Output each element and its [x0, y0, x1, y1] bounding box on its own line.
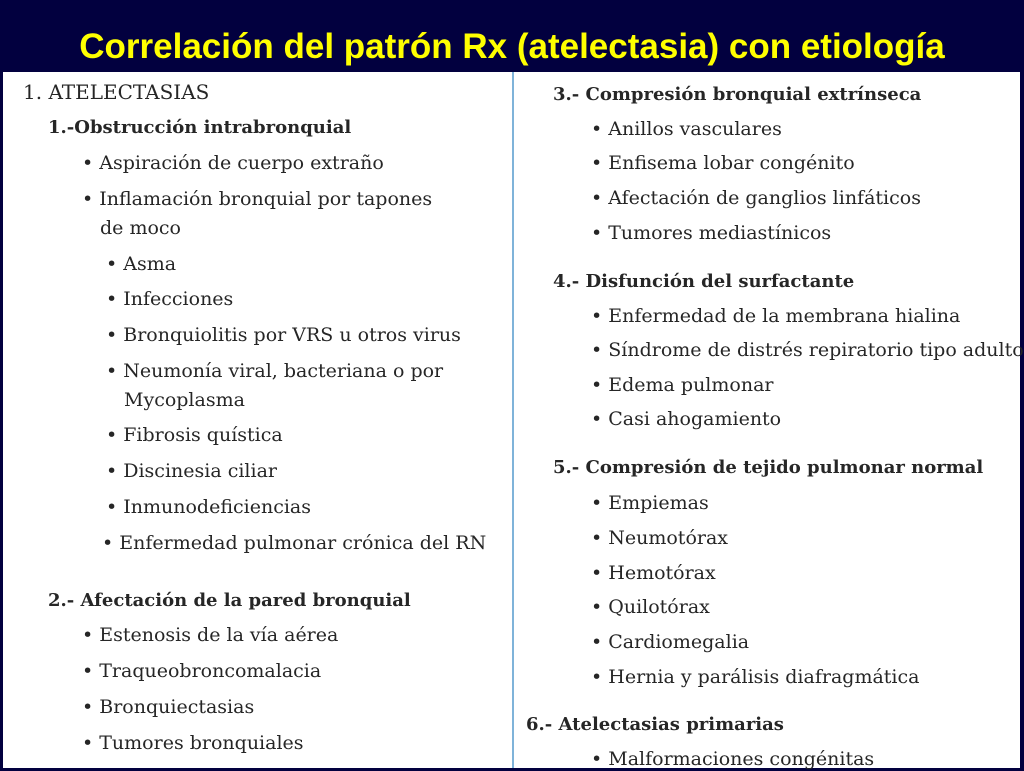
- list-item: • Estenosis de la vía aérea: [82, 623, 338, 647]
- list-item: • Bronquiectasias: [82, 695, 254, 719]
- list-item: • Empiemas: [591, 491, 709, 515]
- slide-content: [3, 72, 1024, 770]
- list-item: • Enfermedad de la membrana hialina: [591, 304, 960, 328]
- list-item: • Cardiomegalia: [591, 630, 749, 654]
- title-bar: [0, 0, 1024, 72]
- slide-title: Correlación del patrón Rx (atelectasia) con etiología: [79, 27, 945, 66]
- section3-title: 3.- Compresión bronquial extrínseca: [553, 84, 922, 105]
- sub-list-item: • Bronquiolitis por VRS u otros virus: [106, 323, 461, 347]
- list-item: • Enfisema lobar congénito: [591, 151, 855, 175]
- list-item: • Edema pulmonar: [591, 373, 774, 397]
- list-item: • Síndrome de distrés repiratorio tipo adulto: [591, 338, 1024, 362]
- list-item: • Hemotórax: [591, 561, 716, 585]
- sub-list-item: • Asma: [106, 252, 176, 276]
- section2-title: 2.- Afectación de la pared bronquial: [48, 590, 411, 611]
- list-item: • Malformaciones congénitas: [591, 747, 874, 771]
- sub-list-item: • Fibrosis quística: [106, 423, 283, 447]
- list-item: • Anillos vasculares: [591, 117, 782, 141]
- list-item: • Tumores bronquiales: [82, 731, 304, 755]
- list-item: • Inflamación bronquial por tapones: [82, 187, 432, 211]
- section5-title: 5.- Compresión de tejido pulmonar normal: [553, 457, 984, 478]
- sub-list-item-continuation: Mycoplasma: [124, 389, 245, 411]
- sub-list-item: • Neumonía viral, bacteriana o por: [106, 359, 443, 383]
- list-item: • Casi ahogamiento: [591, 407, 781, 431]
- list-item-continuation: de moco: [100, 217, 181, 239]
- list-item: • Quilotórax: [591, 595, 710, 619]
- list-item: • Traqueobroncomalacia: [82, 659, 321, 683]
- list-item: • Afectación de ganglios linfáticos: [591, 186, 921, 210]
- sub-list-item: • Enfermedad pulmonar crónica del RN: [102, 531, 486, 555]
- section6-title: 6.- Atelectasias primarias: [526, 714, 784, 735]
- column-divider: [512, 72, 514, 768]
- list-item: • Neumotórax: [591, 526, 728, 550]
- atelectasias-heading: 1. ATELECTASIAS: [23, 80, 210, 104]
- section1-title: 1.-Obstrucción intrabronquial: [48, 117, 352, 138]
- sub-list-item: • Infecciones: [106, 287, 233, 311]
- list-item: • Tumores mediastínicos: [591, 221, 831, 245]
- sub-list-item: • Discinesia ciliar: [106, 459, 277, 483]
- sub-list-item: • Inmunodeficiencias: [106, 495, 311, 519]
- list-item: • Hernia y parálisis diafragmática: [591, 665, 919, 689]
- section4-title: 4.- Disfunción del surfactante: [553, 271, 855, 292]
- list-item: • Aspiración de cuerpo extraño: [82, 151, 384, 175]
